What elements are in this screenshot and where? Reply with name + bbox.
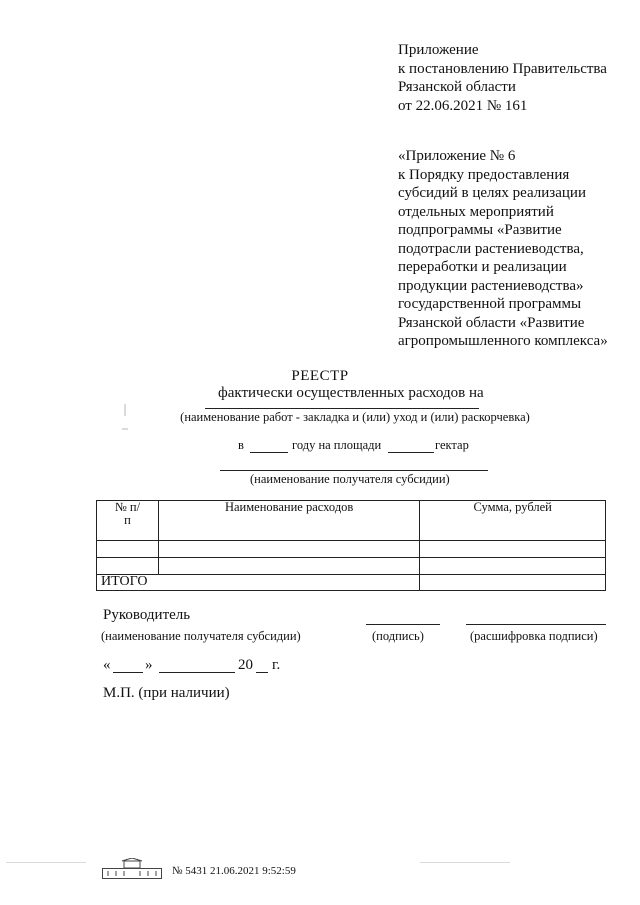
head-label: Руководитель	[103, 607, 191, 623]
table-row	[97, 541, 606, 558]
approval-line: Рязанской области	[398, 79, 516, 95]
table-row	[97, 558, 606, 575]
approval-line: Приложение	[398, 42, 479, 58]
day-blank	[113, 672, 143, 673]
column-header-sum: Сумма, рублей	[420, 501, 606, 541]
date-open-quote: «	[103, 657, 111, 673]
scan-noise	[124, 404, 126, 416]
date-close-quote: »	[145, 657, 153, 673]
appendix-line: Рязанской области «Развитие	[398, 314, 585, 331]
year-end-blank	[256, 672, 268, 673]
appendix-line: к Порядку предоставления	[398, 166, 570, 183]
decode-hint: (расшифровка подписи)	[470, 629, 598, 643]
work-name-hint: (наименование работ - закладка и (или) уход и (или) раскорчевка)	[180, 410, 530, 424]
approval-block	[398, 41, 607, 115]
registry-title: РЕЕСТР	[291, 368, 349, 384]
month-blank	[159, 672, 235, 673]
sign-line	[366, 624, 440, 625]
recipient-name-hint: (наименование получателя субсидии)	[250, 472, 450, 486]
registration-stamp	[102, 858, 162, 880]
appendix-line: субсидий в целях реализации	[398, 185, 586, 201]
stamp-place: М.П. (при наличии)	[103, 685, 230, 701]
appendix-block	[398, 147, 608, 351]
scan-noise	[6, 862, 86, 863]
building-stamp-icon	[102, 858, 162, 880]
date-year-suffix: г.	[272, 657, 281, 673]
appendix-line: государственной программы	[398, 296, 582, 312]
expenses-table	[96, 500, 606, 591]
appendix-line: отдельных мероприятий	[398, 203, 554, 220]
decode-line	[466, 624, 606, 625]
column-header-name: Наименование расходов	[158, 501, 419, 541]
appendix-line: подотрасли растениеводства,	[398, 240, 584, 257]
column-header-number: № п/п	[97, 501, 159, 541]
scan-noise	[122, 428, 128, 430]
work-name-line	[205, 408, 479, 409]
recipient-name-line	[220, 470, 488, 471]
date-year: 20	[238, 657, 253, 673]
total-row	[97, 575, 606, 591]
appendix-line: агропромышленного комплекса»	[398, 333, 608, 349]
area-blank	[388, 452, 434, 453]
total-label: ИТОГО	[97, 575, 420, 591]
approval-line: к постановлению Правительства	[398, 60, 607, 77]
appendix-line: продукции растениеводства»	[398, 277, 584, 294]
appendix-line: подпрограммы «Развитие	[398, 222, 562, 238]
scan-noise	[420, 862, 510, 863]
approval-line: от 22.06.2021 № 161	[398, 97, 528, 114]
registry-subtitle: фактически осуществленных расходов на	[218, 385, 484, 401]
year-suffix: гектар	[435, 438, 469, 452]
year-blank	[250, 452, 288, 453]
recipient-hint: (наименование получателя субсидии)	[101, 629, 301, 643]
year-prefix: в	[238, 438, 244, 452]
appendix-line: «Приложение № 6	[398, 148, 516, 164]
sign-hint: (подпись)	[372, 629, 424, 643]
year-middle: году на площади	[292, 438, 382, 452]
appendix-line: переработки и реализации	[398, 259, 567, 275]
document-mark: № 5431 21.06.2021 9:52:59	[172, 865, 296, 877]
